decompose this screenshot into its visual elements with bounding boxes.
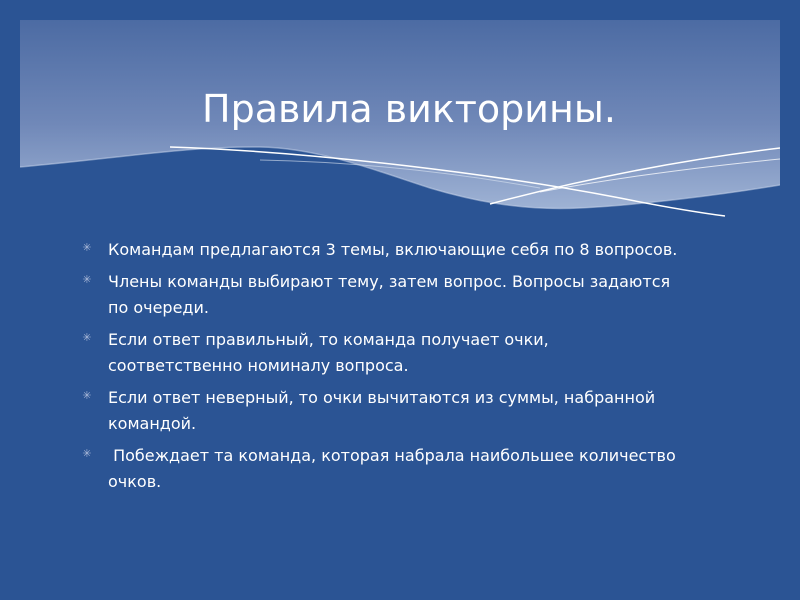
bullet-star-icon: ✳ bbox=[82, 389, 92, 402]
bullet-star-icon: ✳ bbox=[82, 273, 92, 286]
list-item bbox=[80, 443, 680, 495]
bullet-star-icon: ✳ bbox=[82, 447, 92, 460]
list-item bbox=[80, 385, 680, 437]
list-item-text: Если ответ правильный, то команда получает очки, соответственно номиналу вопроса. bbox=[108, 330, 549, 375]
rules-list bbox=[80, 237, 680, 501]
slide-title: Правила викторины. bbox=[202, 87, 616, 131]
list-item bbox=[80, 237, 680, 263]
bullet-star-icon: ✳ bbox=[82, 331, 92, 344]
list-item-text: Командам предлагаются 3 темы, включающие себя по 8 вопросов. bbox=[108, 240, 678, 259]
list-item bbox=[80, 269, 680, 321]
list-item-text: Побеждает та команда, которая набрала наибольшее количество очков. bbox=[108, 446, 681, 491]
bullet-star-icon: ✳ bbox=[82, 241, 92, 254]
list-item-text: Если ответ неверный, то очки вычитаются из суммы, набранной командой. bbox=[108, 388, 656, 433]
title-header-panel bbox=[20, 20, 780, 220]
list-item bbox=[80, 327, 680, 379]
list-item-text: Члены команды выбирают тему, затем вопрос. Вопросы задаются по очереди. bbox=[108, 272, 671, 317]
